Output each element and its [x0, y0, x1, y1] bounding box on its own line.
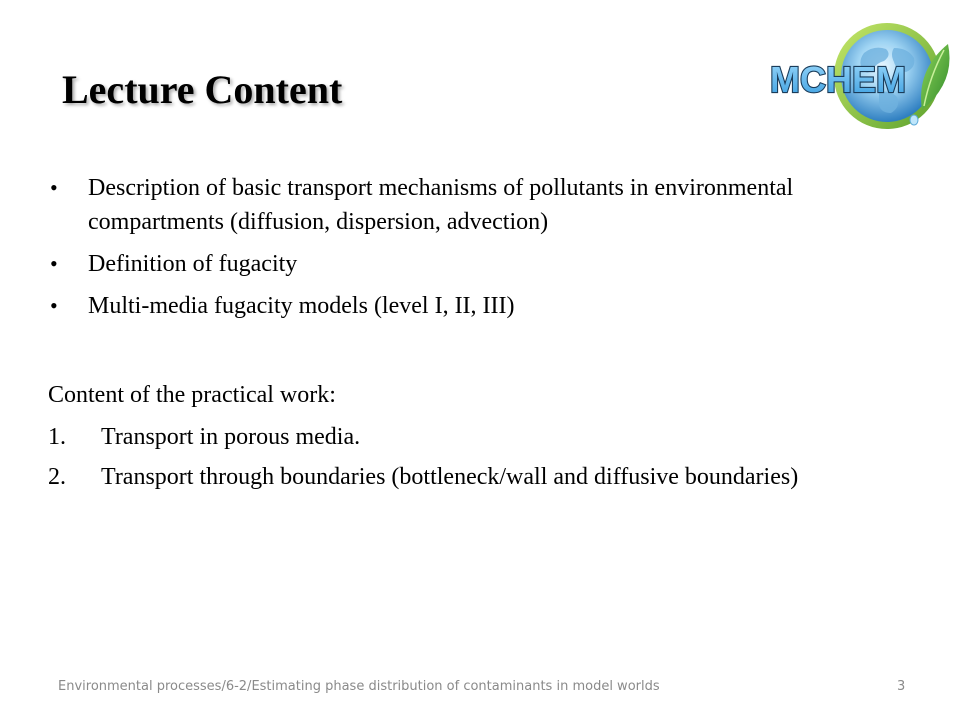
practical-work-heading: Content of the practical work: — [48, 382, 336, 408]
item-number: 1. — [48, 424, 66, 450]
bullet-list — [48, 171, 898, 331]
logo-text: MCHEM — [770, 59, 906, 100]
item-text: Transport in porous media. — [101, 424, 361, 450]
water-drop-icon — [910, 115, 918, 125]
footer-text: Environmental processes/6-2/Estimating phase distribution of contaminants in model worlds — [58, 679, 660, 694]
item-text: Transport through boundaries (bottleneck/wall and diffusive boundaries) — [101, 464, 799, 490]
bullet-icon: • — [50, 293, 58, 318]
bullet-icon: • — [50, 175, 58, 200]
numbered-item — [48, 460, 898, 494]
item-number: 2. — [48, 464, 66, 490]
mchem-logo — [764, 18, 950, 134]
bullet-item — [48, 247, 898, 281]
slide-title: Lecture Content — [62, 67, 343, 112]
practical-work-list — [48, 420, 898, 500]
bullet-item — [48, 289, 898, 323]
numbered-item — [48, 420, 898, 454]
bullet-item — [48, 171, 898, 239]
mchem-logo-graphic — [764, 18, 950, 134]
bullet-text: Description of basic transport mechanisms of pollutants in environmental compartments (diffusion, dispersion, advection) — [88, 175, 794, 235]
bullet-text: Multi-media fugacity models (level I, II, III) — [88, 293, 515, 319]
page-number: 3 — [897, 679, 906, 694]
bullet-icon: • — [50, 251, 58, 276]
bullet-text: Definition of fugacity — [88, 251, 298, 277]
